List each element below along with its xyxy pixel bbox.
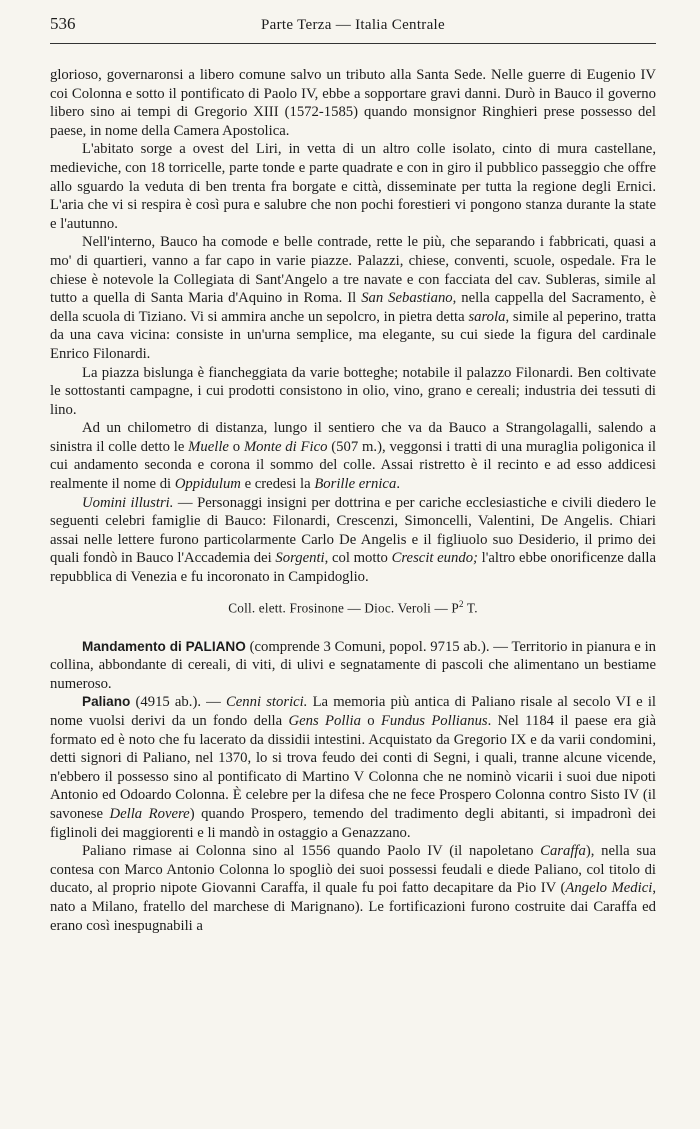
text-run: l'altro ebbe onorificenze dalla repubblica di Venezia e fu incoronato in Campidoglio. xyxy=(50,550,656,586)
paragraph xyxy=(50,842,656,935)
italic-text: Fundus Pollianus xyxy=(380,712,488,729)
text-run: (507 m.), veggonsi i tratti di una muraglia poligonica il cui andamento seconda e corona il sommo del colle. Assai ristretto è il recinto e ad esso addicesi realmente il nome di xyxy=(50,438,656,493)
italic-text: Cenni storici. xyxy=(225,694,308,711)
italic-text: Uomini illustri. xyxy=(82,494,174,511)
text-run: , col motto xyxy=(324,550,392,567)
italic-text: Muelle xyxy=(188,438,229,455)
bold-text: Mandamento di PALIANO xyxy=(82,638,246,654)
paragraph xyxy=(50,693,656,842)
italic-text: Della Rovere xyxy=(109,805,190,822)
caption-suffix: T. xyxy=(463,600,478,616)
caption-text: Coll. elett. Frosinone — Dioc. Veroli — P xyxy=(228,600,459,616)
running-title: Parte Terza — Italia Centrale xyxy=(261,17,445,33)
section-bauco xyxy=(50,66,656,587)
text-run: . Nel 1184 il paese era già formato ed è noto che fu lacerato da dissidii intestini. Acquistato da Gregorio IX e da varii condomini, detti signori di Paliano, nel 1370, lo si trova feudo dei conti di Segni, i quali, tranne alcune vicende, n'ebbero il possesso sino al pontificato di Martino V Colonna che ne nominò vicarii i suoi due nipoti Antonio ed Odoardo Colonna. È celebre per la difesa che ne fece Prospero Colonna contro Sisto IV (il savonese xyxy=(50,712,656,822)
text-run: (4915 ab.). — xyxy=(130,694,226,711)
text-run: La memoria più antica di Paliano risale al secolo VI e il nome vuolsi derivi da un fondo della xyxy=(50,694,656,729)
italic-text: San Sebastiano xyxy=(361,290,453,307)
text-run: La piazza bislunga è fiancheggiata da varie botteghe; notabile il palazzo Filonardi. Ben coltivate le sottostanti campagne, i cui prodotti consistono in olio, vino, grano e cereali; industria dei tessuti di lino. xyxy=(50,364,656,418)
header-rule xyxy=(50,43,656,44)
paragraph xyxy=(50,494,656,587)
text-run: ), nella sua contesa con Marco Antonio Colonna lo spogliò dei suoi possessi feudali e diede Paliano, col titolo di ducato, al proprio nipote Giovanni Caraffa, il quale fu poi fatto decapitare da Pio IV ( xyxy=(50,843,657,897)
running-header xyxy=(50,14,656,36)
text-run: glorioso, governaronsi a libero comune salvo un tributo alla Santa Sede. Nelle guerre di Eugenio IV coi Colonna e sotto il pontificato di Paolo IV, ebbe a sopportare gravi danni. Durò in Bauco il governo libero sino ai tempi di Gregorio XIII (1572-1585) quando monsignor Ringhieri prese possesso del paese, in nome della Camera Apostolica. xyxy=(50,67,656,139)
text-run: — Personaggi insigni per dottrina e per cariche ecclesiastiche e civili diedero le seguenti celebri famiglie di Bauco: Filonardi, Crescenzi, Simoncelli, Valentini, De Angelis. Chiari assai nelle lettere furono particolarmente Carlo De Angelis e il figliuolo suo Desiderio, il primo dei quali fondò in Bauco l'Accademia dei xyxy=(50,494,657,567)
italic-text: Borille ernica xyxy=(314,476,397,493)
paragraph xyxy=(50,66,656,140)
italic-text: sarola xyxy=(468,308,506,325)
paragraph xyxy=(50,364,656,420)
italic-text: Sorgenti xyxy=(275,550,325,567)
paragraph xyxy=(50,140,656,233)
text-run: ) quando Prospero, temendo del tradimento degli abitanti, si impadronì dei figlinoli dei maggiorenti e li mandò in ostaggio a Genazzano. xyxy=(50,805,656,841)
paragraph xyxy=(50,638,656,694)
text-run: , nella cappella del Sacramento, è della scuola di Tiziano. Vi si ammira anche un sepolcro, in pietra detta xyxy=(50,290,656,325)
text-run: , nato a Milano, fratello del marchese di Marignano). Le fortificazioni furono costruite dai Caraffa ed erano così inespugnabili a xyxy=(50,880,657,934)
text-run: L'abitato sorge a ovest del Liri, in vetta di un altro colle isolato, cinto di mura castellane, medieviche, con 18 torricelle, parte tonde e parte quadrate e con in giro il pubblico passeggio che offre allo sguardo la veduta di ben trenta fra borgate e città, disseminate per tutta la regione degli Ernici. L'aria che vi si respira è così pura e salubre che non pochi forestieri vi pongono stanza durante la state e l'autunno. xyxy=(50,141,656,232)
text-run: . xyxy=(396,476,400,493)
text-run: Nell'interno, Bauco ha comode e belle contrade, rette le più, che separando i fabbricati, quasi a mo' di quartieri, vanno a far capo in varie piazze. Palazzi, chiese, conventi, scuole, ospedale. Fra le chiese è notevole la Collegiata di Sant'Angelo a tre navate e con facciata del cav. Subleras, simile al tutto a quella di Santa Maria d'Aquino in Roma. Il xyxy=(50,234,656,307)
text-run: o xyxy=(228,438,244,455)
italic-text: Crescit eundo; xyxy=(391,550,478,567)
text-run: Paliano rimase ai Colonna sino al 1556 quando Paolo IV (il napoletano xyxy=(82,843,541,860)
italic-text: Oppidulum xyxy=(174,476,241,493)
text-run: (comprende 3 Comuni, popol. 9715 ab.). — Territorio in pianura e in collina, abbondante di cereali, di viti, di ulivi e segnatamente di pascoli che alimentano un bestiame numeroso. xyxy=(50,638,656,692)
caption-superscript: 2 xyxy=(458,598,464,609)
text-run: Ad un chilometro di distanza, lungo il sentiero che va da Bauco a Strangolagalli, salendo a sinistra il colle detto le xyxy=(50,420,656,455)
text-run: , simile al peperino, tratta da una cava vicina: consiste in un'urna semplice, ma elegante, su cui siede la figura del cardinale Enrico Filonardi. xyxy=(50,308,656,362)
italic-text: Monte di Fico xyxy=(243,438,328,455)
page-number: 536 xyxy=(50,14,76,33)
electoral-caption xyxy=(50,595,656,618)
paragraph xyxy=(50,233,656,363)
italic-text: Caraffa xyxy=(540,843,586,860)
body-text xyxy=(50,66,656,935)
italic-text: Gens Pollia xyxy=(288,712,361,729)
text-run: o xyxy=(360,712,381,729)
bold-text: Paliano xyxy=(82,694,131,710)
section-paliano xyxy=(50,638,656,936)
paragraph xyxy=(50,419,656,493)
text-run: e credesi la xyxy=(240,476,315,493)
italic-text: Angelo Medici xyxy=(565,880,653,897)
